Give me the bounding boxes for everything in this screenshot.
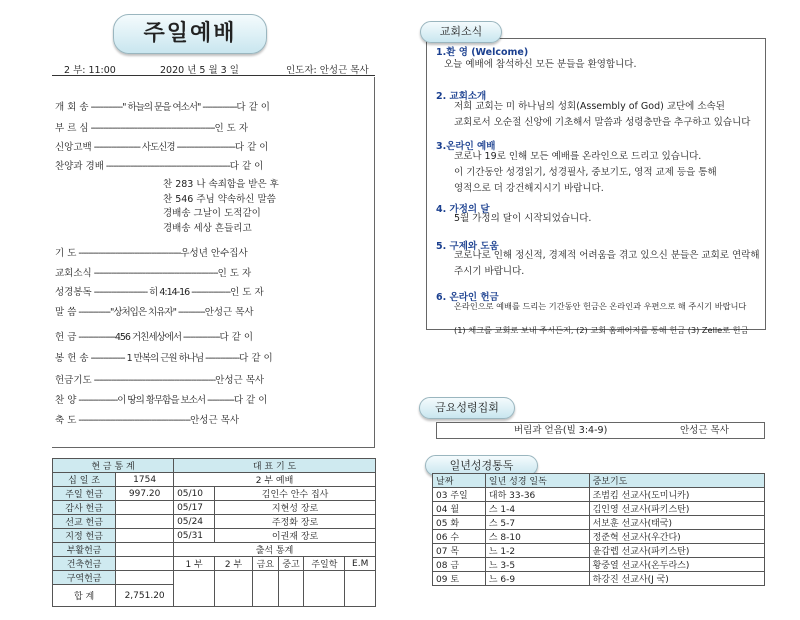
order-right: 다 같 이 [233,395,268,406]
news-section-title: 4. 가정의 달 [436,204,490,215]
bible-reading: 스 8-10 [485,530,589,544]
order-detail: -------------- 1 만복의 근원 하나님 -------------- [88,353,240,364]
order-label: 헌금기도 [55,375,92,386]
bible-reading: 스 5-7 [485,516,589,530]
order-row [55,245,248,259]
attendance-col: 주일학 [304,557,345,571]
offering-amount [116,529,174,543]
service-leader: 인도자: 안성근 목사 [286,65,369,76]
order-right: 인 도 자 [230,287,264,298]
order-detail: ---------------------------------------------- [76,415,191,426]
attendance-col: 중고 [278,557,304,571]
news-line: 저희 교회는 미 하나님의 성회(Assembly of God) 교단에 소속된 [454,101,725,112]
order-detail: ----------------이 땅의 황무함을 보소서 ----------- [76,395,234,406]
order-row [55,265,251,279]
attendance-col: 2 부 [215,557,253,571]
bible-prayer: 조범킴 선교사(도미니카) [589,488,764,502]
order-label: 신앙고백 [55,142,92,153]
prayer-date: 05/17 [174,501,215,515]
news-line: 코로나로 인해 정신적, 경제적 어려움을 겪고 있으신 분들은 교회로 연락해 [454,250,760,261]
order-row [55,99,270,113]
order-label: 말 씀 [55,307,77,318]
attendance-col: E.M [345,557,376,571]
bible-reading: 스 1-4 [485,502,589,516]
offering-amount [116,557,174,571]
order-right: 다 같 이 [229,161,264,172]
bible-day: 06 수 [433,530,486,544]
news-section-title: 1.환 영 (Welcome) [436,47,529,58]
offering-label: 지정 헌금 [53,529,116,543]
service-date: 2020 년 5 월 3 일 [160,65,239,76]
table-row [433,558,765,572]
offering-amount [116,571,174,585]
praise-song: 찬 546 주님 약속하신 말씀 [163,193,276,205]
bible-day: 08 금 [433,558,486,572]
news-title: 교회소식 [420,21,502,43]
order-detail: -------------------------------------------------- [91,375,216,386]
offering-label: 구역헌금 [53,571,116,585]
news-line: 교회로서 오순절 신앙에 기초해서 말씀과 성령충만을 추구하고 있습니다 [454,117,751,128]
bible-prayer: 윤갑렙 선교사(파키스탄) [589,544,764,558]
news-line: 이 기간동안 성경읽기, 성경필사, 중보기도, 영적 교제 등을 통해 [454,167,717,178]
prayer-name: 김인수 안수 집사 [215,487,376,501]
bible-prayer: 서보훈 선교사(태국) [589,516,764,530]
order-label: 축 도 [55,415,77,426]
offering-amount: 997.20 [116,487,174,501]
table-row [433,544,765,558]
table-row [433,516,765,530]
offering-amount: 1754 [116,473,174,487]
order-right: 안성근 목사 [190,415,239,426]
order-detail: -------------"상처입은 치유자" ----------- [76,307,205,318]
attendance-col: 금요 [253,557,279,571]
news-line: 코로나 19로 인해 모든 예배를 온라인으로 드리고 있습니다. [454,151,702,162]
bible-day: 09 토 [433,572,486,586]
news-section-title: 3.온라인 예배 [436,141,496,152]
news-section-body [454,149,717,197]
prayer-date: 05/10 [174,487,215,501]
bible-prayer: 하강진 선교사(J 국) [589,572,764,586]
news-section-body [454,299,749,337]
bible-prayer: 김인영 선교사(파키스탄) [589,502,764,516]
offering-label: 부활헌금 [53,543,116,557]
offering-total-amount: 2,751.20 [116,585,174,607]
news-section-body [454,248,760,280]
prayer-name: 지현성 장로 [215,501,376,515]
order-row [55,412,239,426]
order-label: 부 르 심 [55,123,89,134]
bible-title: 일년성경통독 [425,455,538,476]
offering-label: 건축헌금 [53,557,116,571]
news-line: 주시기 바랍니다. [454,266,525,277]
order-row [55,120,248,134]
order-right: 다 같 이 [236,102,270,113]
order-detail: -------------" 하늘의 문을 여소서" -------------- [88,102,237,113]
order-right: 우성년 안수집사 [180,248,248,259]
order-right: 안성근 목사 [204,307,254,318]
bible-header: 날짜 [433,474,486,488]
offering-table [52,458,376,607]
table-row [433,530,765,544]
page-title: 주일예배 [113,14,267,54]
news-line: 오늘 예배에 참석하신 모든 분들을 환영합니다. [444,59,637,70]
order-row [55,139,268,153]
bible-reading: 느 3-5 [485,558,589,572]
order-detail: --------------------------------------------------- [88,123,215,134]
order-right: 다 같 이 [239,353,273,364]
bible-table [432,473,765,586]
news-section-title: 6. 온라인 헌금 [436,292,499,303]
prayer-name: 주정화 장로 [215,515,376,529]
news-line: 영적으로 더 강건해지시기 바랍니다. [454,183,604,194]
bible-header: 일년 성경 일독 [485,474,589,488]
order-row [55,350,273,364]
order-row [55,372,264,386]
order-label: 개 회 송 [55,102,89,113]
order-detail: ------------------------------------------ [76,248,181,259]
bible-day: 04 월 [433,502,486,516]
bible-day: 07 목 [433,544,486,558]
prayer-service-header: 2 부 예배 [174,473,376,487]
order-right: 안성근 목사 [215,375,265,386]
order-right: 다 같 이 [219,332,254,343]
news-line: 5월 가정의 달이 시작되었습니다. [454,213,592,224]
offering-amount [116,543,174,557]
order-detail: --------------------------------------------------- [103,161,230,172]
table-row [433,572,765,586]
order-label: 교회소식 [55,268,92,279]
order-row [55,304,254,318]
bible-prayer: 정준혁 선교사(우간다) [589,530,764,544]
offering-label: 감사 헌금 [53,501,116,515]
friday-box [436,422,765,439]
order-label: 성경봉독 [55,287,92,298]
order-detail: --------------------------------------------------- [91,268,218,279]
news-section-title: 2. 교회소개 [436,91,487,102]
praise-song: 경배송 세상 흔들리고 [163,222,252,234]
praise-song: 경배송 그날이 도적같이 [163,208,261,219]
bible-day: 03 주일 [433,488,486,502]
news-section-title: 5. 구제와 도움 [436,241,499,252]
offering-label: 주일 헌금 [53,487,116,501]
order-detail: ------------------- 사도신경 ------------------------ [91,142,235,153]
bible-header: 중보기도 [589,474,764,488]
table-row [433,502,765,516]
news-section-body [454,211,591,227]
order-detail: ---------------456 거친세상에서 --------------- [76,332,220,343]
offering-label: 십 일 조 [53,473,116,487]
order-label: 기 도 [55,248,77,259]
bible-day: 05 화 [433,516,486,530]
order-detail: ---------------------- 히 4:14-16 ---------------- [91,287,231,298]
prayer-date: 05/24 [174,515,215,529]
news-line: (1) 체크를 교회로 보내 주시든지, (2) 교회 홈페이지를 통해 헌금 (3) Zelle로 헌금 [454,325,749,335]
order-label: 찬양과 경배 [55,161,104,172]
order-label: 찬 양 [55,395,77,406]
table-row [433,488,765,502]
offering-label: 선교 헌금 [53,515,116,529]
news-section-body [444,57,637,73]
service-time: 2 부: 11:00 [64,65,116,76]
news-line: 온라인으로 예배를 드리는 기간동안 헌금은 온라인과 우편으로 해 주시기 바랍니다 [454,301,747,311]
offering-amount [116,515,174,529]
header-divider [52,75,375,76]
order-row [55,158,263,172]
friday-title: 금요성령집회 [419,397,515,419]
order-row [55,284,264,298]
offering-total-label: 합 계 [53,585,116,607]
bible-reading: 느 1-2 [485,544,589,558]
offering-stats-header: 현 금 통 계 [53,459,174,473]
order-right: 다 같 이 [234,142,269,153]
attendance-col: 1 부 [174,557,215,571]
friday-text: 버림과 얻음(빌 3:4-9) [514,425,608,436]
prayer-date: 05/31 [174,529,215,543]
order-row [55,392,267,406]
friday-speaker: 안성근 목사 [680,425,729,436]
offering-amount [116,501,174,515]
order-right: 인 도 자 [214,123,249,134]
order-right: 인 도 자 [217,268,252,279]
praise-song: 찬 283 나 속죄함을 받은 후 [163,179,279,190]
attendance-header: 출석 통계 [174,543,376,557]
prayer-name: 이권재 장로 [215,529,376,543]
order-label: 봉 헌 송 [55,353,89,364]
order-row [55,329,253,343]
bible-prayer: 황중열 선교사(온두라스) [589,558,764,572]
bible-reading: 대하 33-36 [485,488,589,502]
news-section-body [454,99,750,131]
praise-song-list [163,178,279,236]
order-label: 헌 금 [55,332,77,343]
prayer-header: 대 표 기 도 [174,459,376,473]
bible-reading: 느 6-9 [485,572,589,586]
